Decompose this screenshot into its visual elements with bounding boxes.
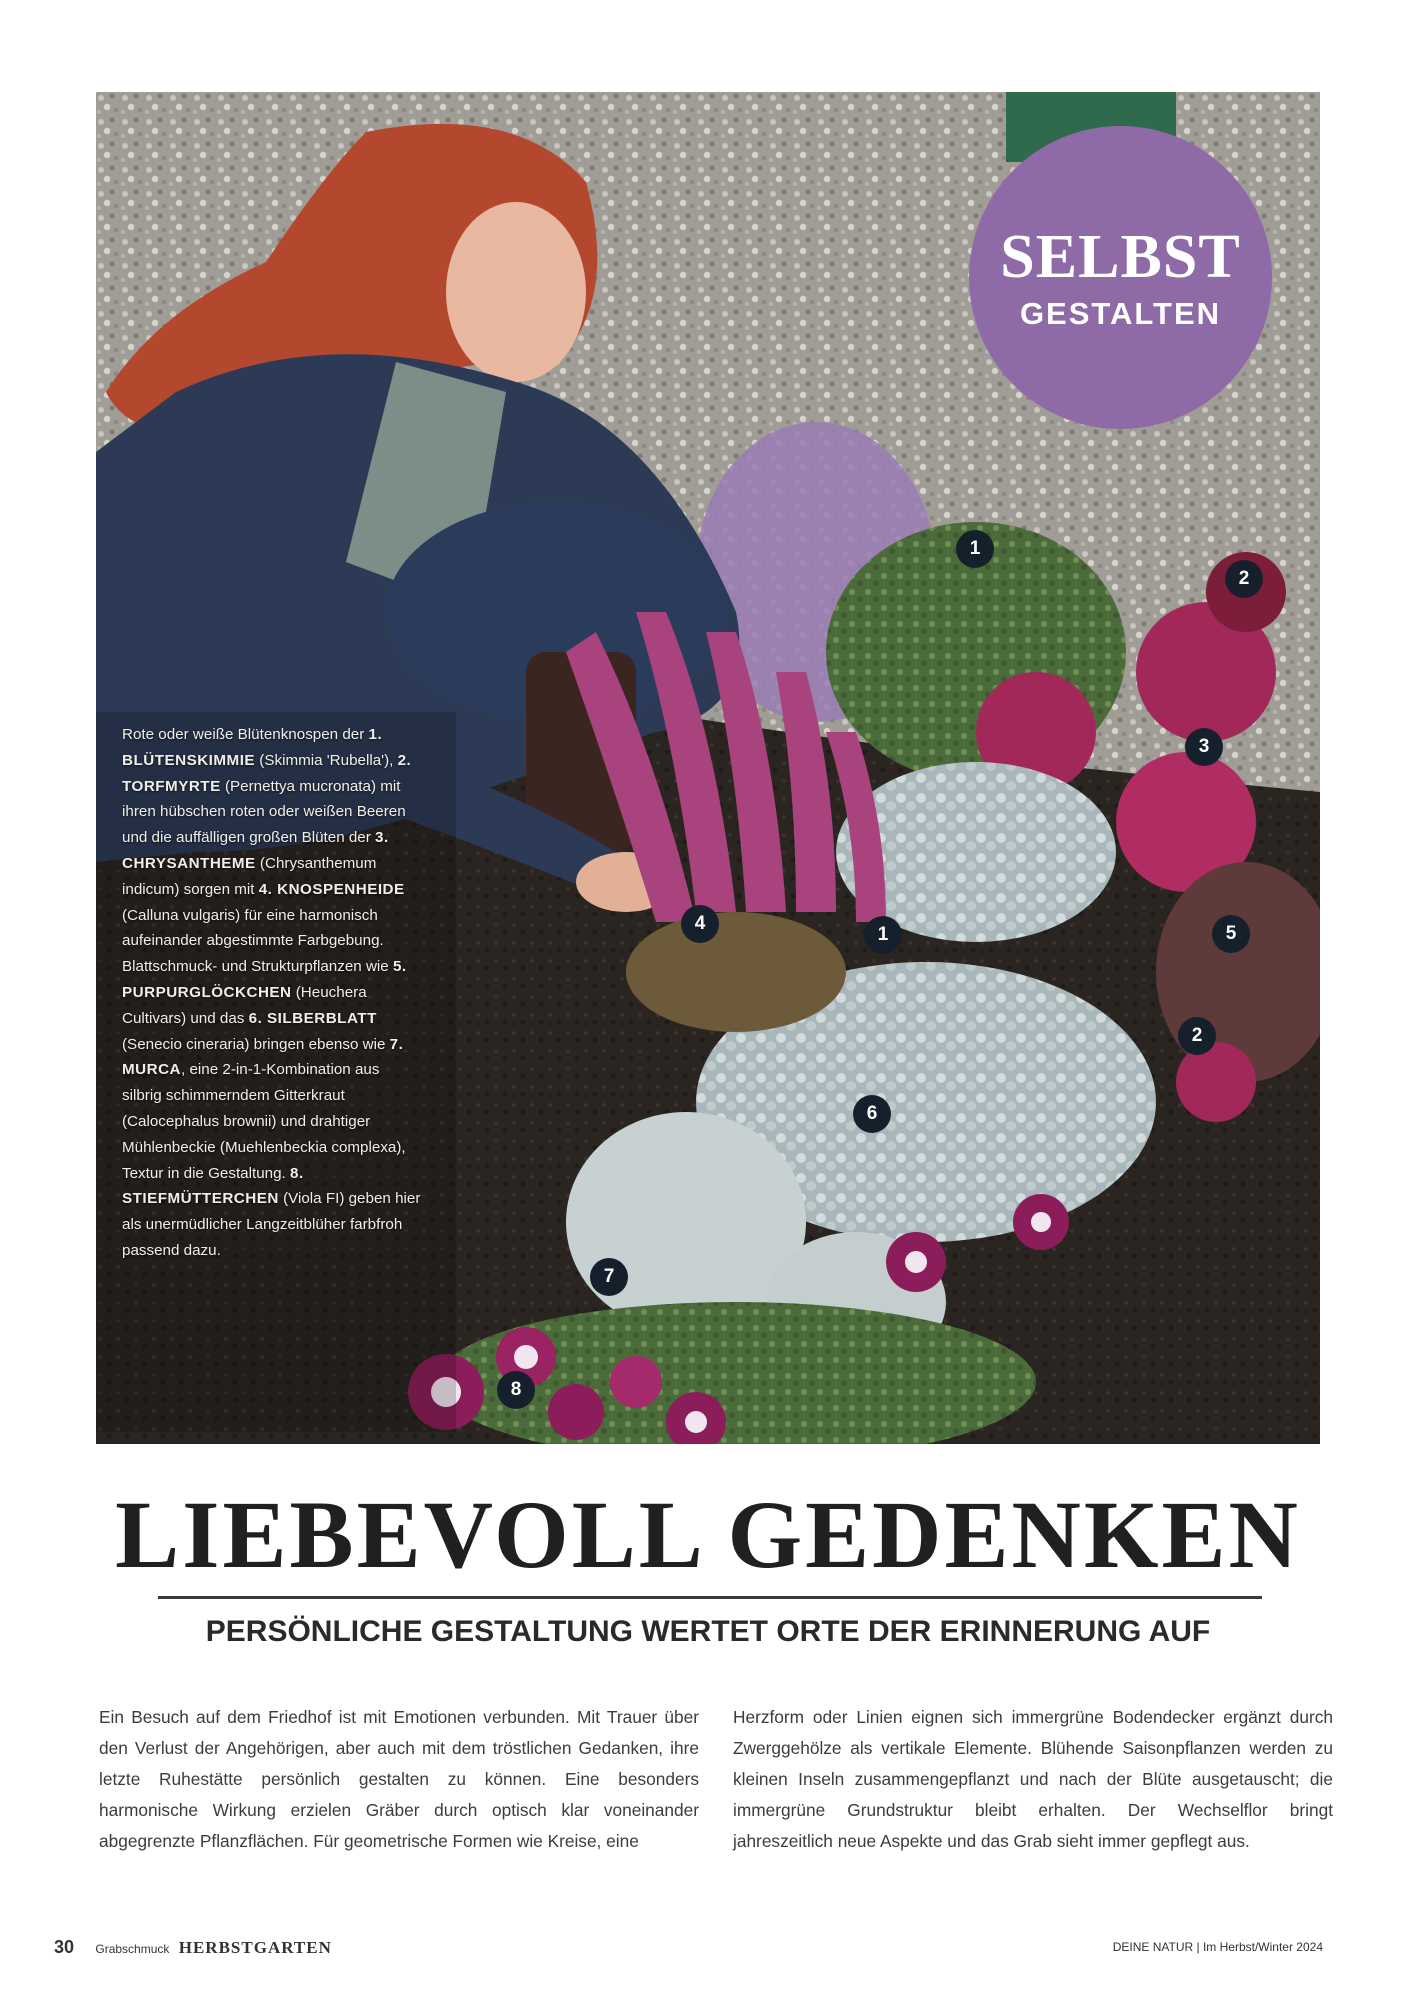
plant-marker: 8 [497, 1371, 535, 1409]
caption-text: , eine 2-in-1-Kombination aus silbrig schimmerndem Gitterkraut (Calocephalus brownii) und drahtiger Mühlenbeckie (Muehlenbeckia complexa), Textur in die Gestaltung. [122, 1061, 406, 1182]
plant-name-knospenheide: 4. KNOSPENHEIDE [258, 880, 405, 898]
plant-marker: 1 [956, 530, 994, 568]
footer-section: Grabschmuck [95, 1942, 170, 1956]
caption-text: (Senecio cineraria) bringen ebenso wie [122, 1035, 390, 1053]
plant-marker: 2 [1225, 560, 1263, 598]
caption-text: (Pernettya mucronata) mit ihren hübschen roten oder weißen Beeren und die auffälligen großen Blüten der [122, 777, 406, 847]
plant-marker: 6 [853, 1095, 891, 1133]
plant-marker: 5 [1212, 915, 1250, 953]
plant-name-silberblatt: 6. SILBERBLATT [248, 1009, 377, 1027]
plant-name-torfmyrte: 2. TORFMYRTE [122, 751, 412, 795]
plant-marker: 3 [1185, 728, 1223, 766]
footer-magazine-title: HERBSTGARTEN [178, 1938, 332, 1957]
plant-marker: 1 [864, 916, 902, 954]
body-column-1: Ein Besuch auf dem Friedhof ist mit Emotionen verbunden. Mit Trauer über den Verlust der Angehörigen, aber auch mit dem tröstlichen Gedanken, ihre letzte Ruhestätte persönlich gestalten zu können. Eine besonders harmonische Wirkung erzielen Gräber durch optisch klar voneinander abgegrenzte Pflanzflächen. Für geometrische Formen wie Kreise, eine [99, 1707, 699, 1851]
page-footer-left [54, 1932, 332, 1962]
plant-name-purpurgloeckchen: 5. PURPURGLÖCKCHEN [122, 958, 407, 1001]
caption-text: Rote oder weiße Blütenknospen der [122, 726, 369, 743]
badge-line-1: SELBST [1000, 223, 1241, 291]
caption-text: (Calluna vulgaris) für eine harmonisch aufeinander abgestimmte Farbgebung. Blattschmuck- und Strukturpflanzen wie [122, 906, 393, 976]
body-column-2: Herzform oder Linien eignen sich immergrüne Bodendecker ergänzt durch Zwerggehölze als vertikale Elemente. Blühende Saisonpflanzen werden zu kleinen Inseln zusammengepflanzt und nach der Blüte ausgetauscht; die immergrüne Grundstruktur bleibt erhalten. Der Wechselflor bringt jahreszeitlich neue Aspekte und das Grab sieht immer gepflegt aus. [733, 1707, 1333, 1851]
page-footer-right: DEINE NATUR | Im Herbst/Winter 2024 [1112, 1940, 1323, 1954]
badge-line-2: GESTALTEN [1019, 296, 1222, 331]
plant-name-stiefmuetterchen: 8. STIEFMÜTTERCHEN [122, 1164, 304, 1208]
article-headline: LIEBEVOLL GEDENKEN [115, 1481, 1301, 1588]
article-subheadline: PERSÖNLICHE GESTALTUNG WERTET ORTE DER ERINNERUNG AUF [205, 1615, 1211, 1648]
selbst-gestalten-badge [969, 126, 1272, 429]
caption-text: (Skimmia 'Rubella'), [255, 751, 398, 769]
plant-name-chrysantheme: 3. CHRYSANTHEME [122, 829, 389, 872]
headline-divider [158, 1596, 1262, 1599]
photo-caption [122, 722, 422, 1264]
plant-name-skimmie: 1. BLÜTENSKIMMIE [122, 726, 383, 769]
plant-marker: 7 [590, 1258, 628, 1296]
page-number: 30 [54, 1937, 75, 1957]
caption-text: (Viola FI) geben hier als unermüdlicher Langzeitblüher farbfroh passend dazu. [122, 1190, 421, 1259]
plant-marker: 4 [681, 905, 719, 943]
caption-text: (Chrysanthemum indicum) sorgen mit [122, 854, 377, 898]
plant-name-murca: 7. MURCA [122, 1035, 404, 1079]
plant-marker: 2 [1178, 1017, 1216, 1055]
caption-text: (Heuchera Cultivars) und das [122, 983, 367, 1027]
